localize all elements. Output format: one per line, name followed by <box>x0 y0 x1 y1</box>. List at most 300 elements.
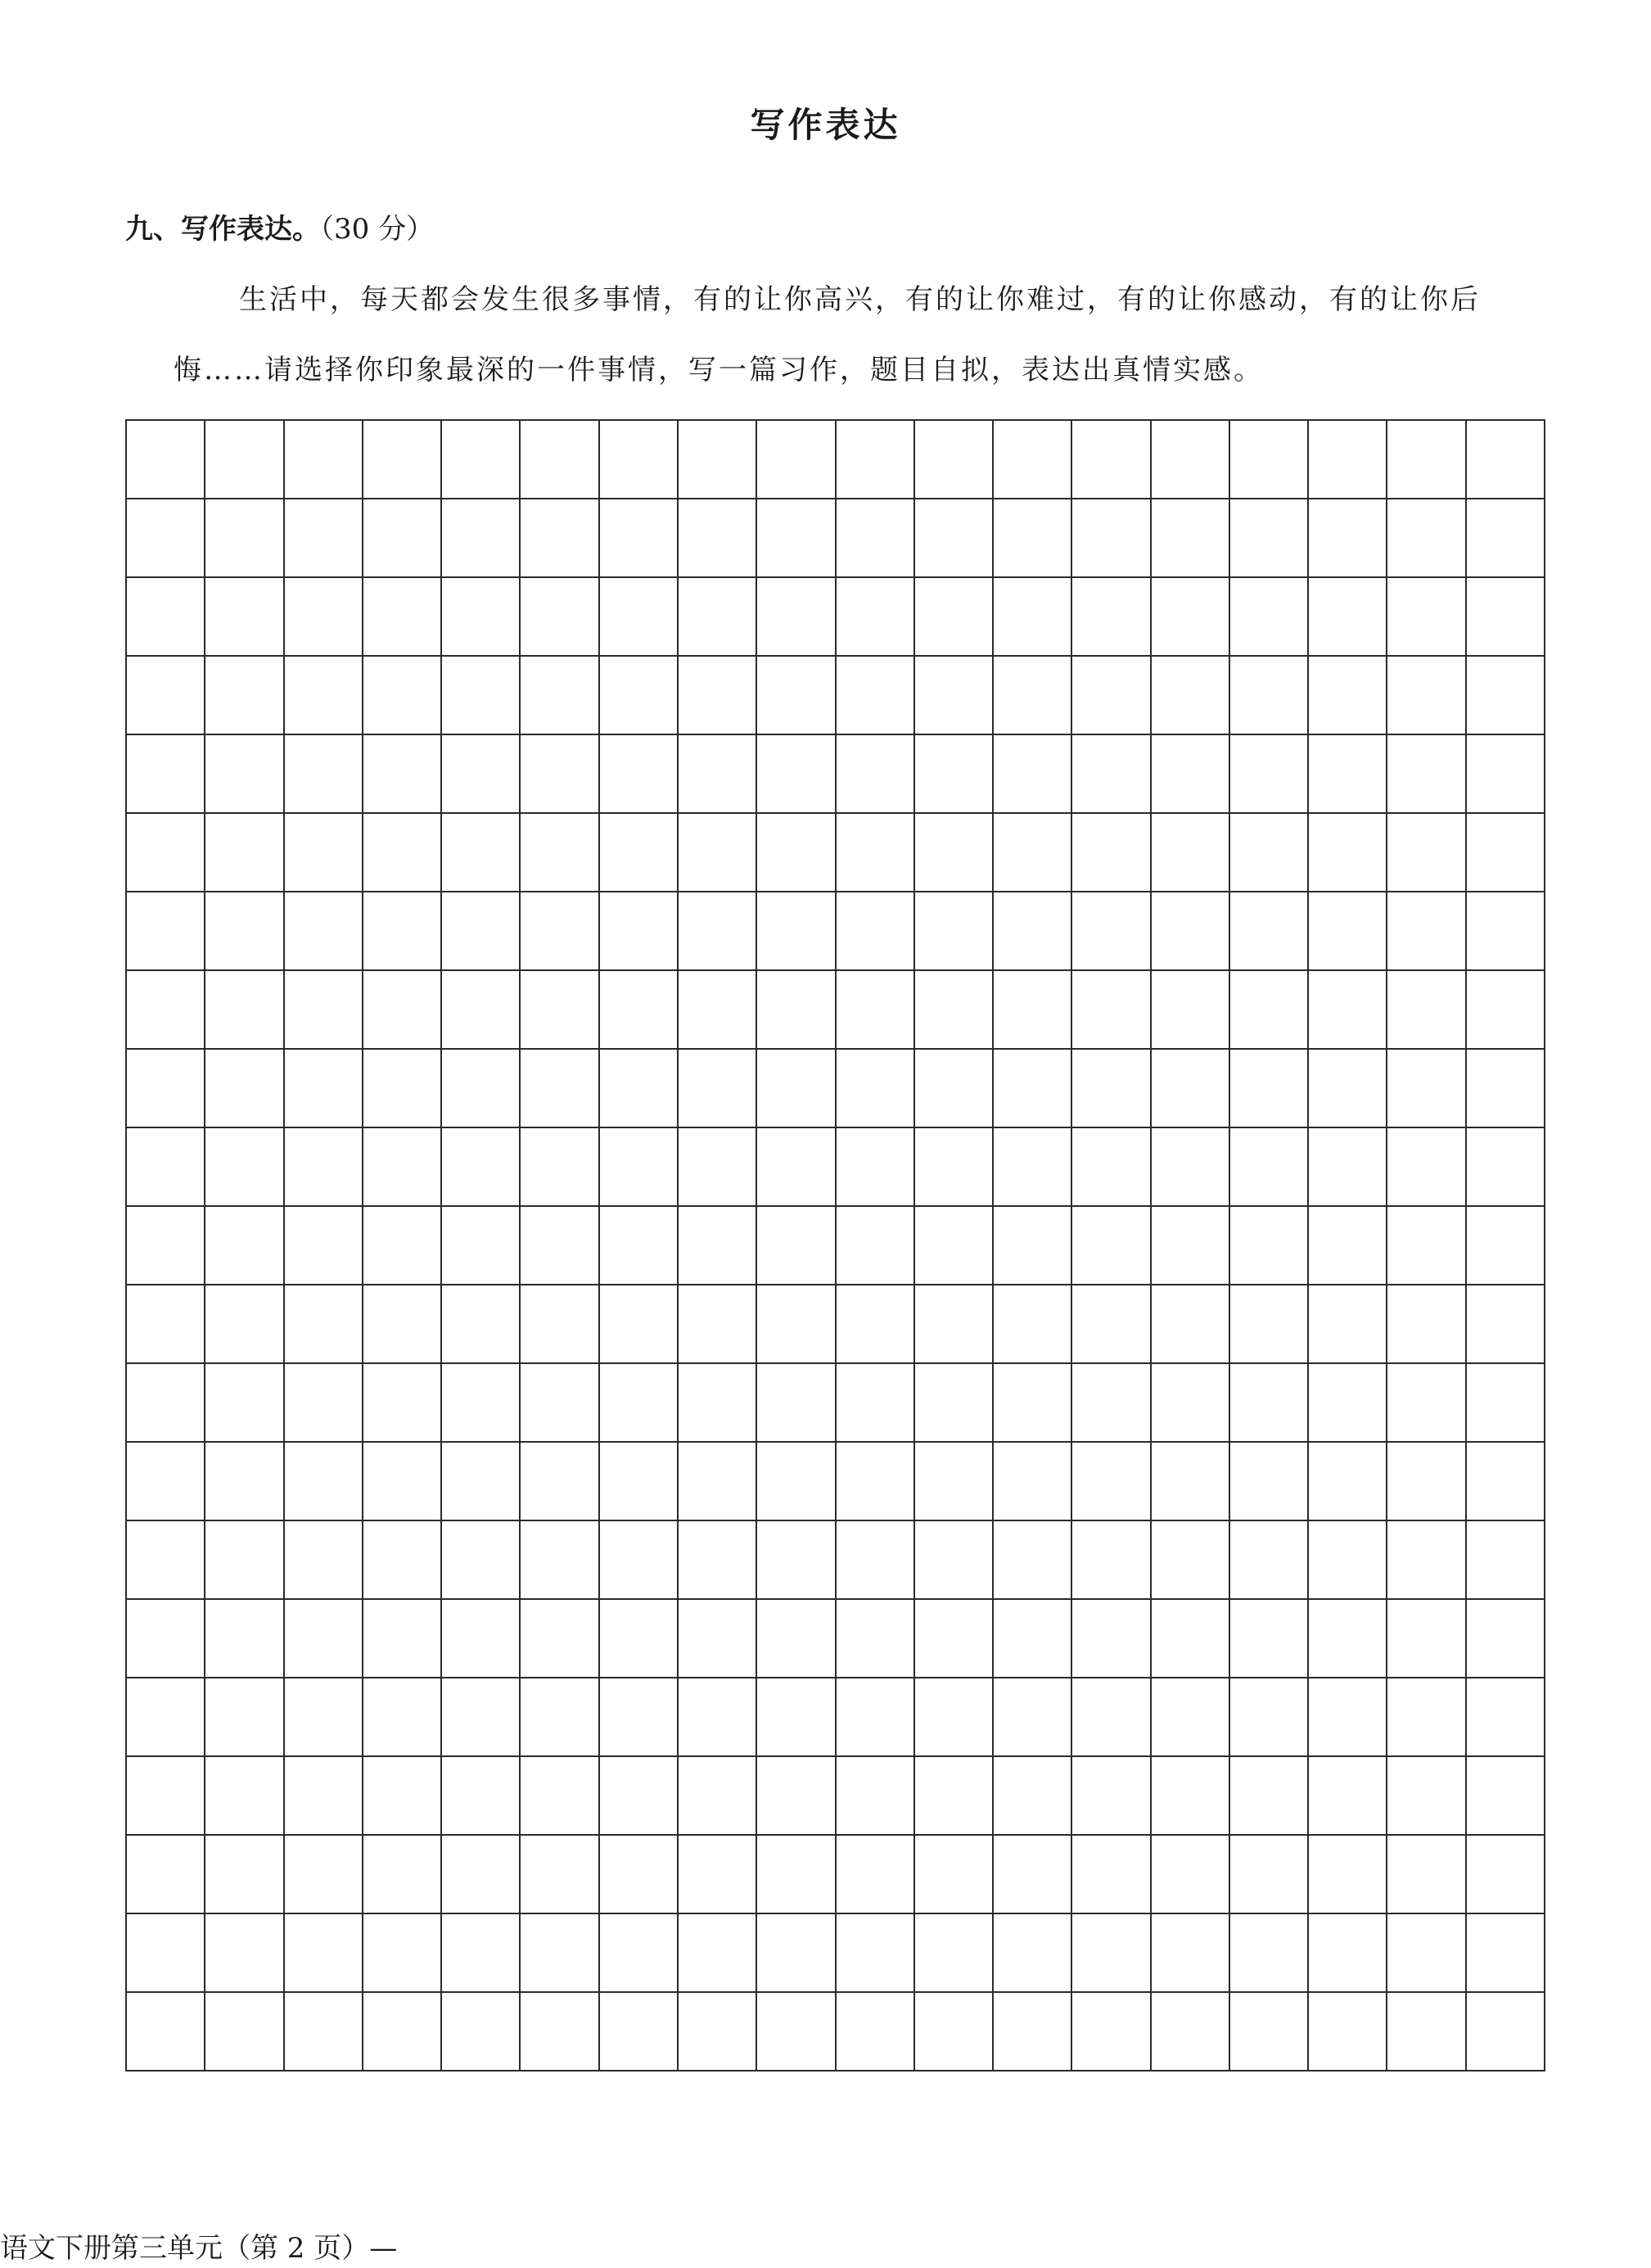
grid-cell[interactable] <box>205 1128 284 1207</box>
grid-cell[interactable] <box>285 578 363 657</box>
grid-cell[interactable] <box>521 1128 599 1207</box>
grid-cell[interactable] <box>915 578 994 657</box>
grid-cell[interactable] <box>915 1836 994 1914</box>
grid-cell[interactable] <box>1467 1757 1545 1836</box>
grid-cell[interactable] <box>837 1914 915 1993</box>
grid-cell[interactable] <box>442 1521 521 1600</box>
grid-cell[interactable] <box>205 1836 284 1914</box>
grid-cell[interactable] <box>1309 657 1387 735</box>
grid-cell[interactable] <box>285 1207 363 1285</box>
grid-cell[interactable] <box>363 1207 442 1285</box>
grid-cell[interactable] <box>1387 499 1466 578</box>
grid-cell[interactable] <box>521 1836 599 1914</box>
grid-cell[interactable] <box>1152 1521 1230 1600</box>
grid-cell[interactable] <box>915 1993 994 2071</box>
grid-cell[interactable] <box>600 421 679 499</box>
grid-cell[interactable] <box>679 1600 757 1678</box>
grid-cell[interactable] <box>600 1521 679 1600</box>
grid-cell[interactable] <box>205 814 284 892</box>
grid-cell[interactable] <box>600 1050 679 1128</box>
grid-cell[interactable] <box>915 1050 994 1128</box>
grid-cell[interactable] <box>1309 814 1387 892</box>
grid-cell[interactable] <box>837 421 915 499</box>
grid-cell[interactable] <box>363 1285 442 1364</box>
grid-cell[interactable] <box>915 1285 994 1364</box>
grid-cell[interactable] <box>1467 1285 1545 1364</box>
grid-cell[interactable] <box>285 499 363 578</box>
grid-cell[interactable] <box>1072 1443 1151 1521</box>
grid-cell[interactable] <box>757 1993 836 2071</box>
grid-cell[interactable] <box>1072 1521 1151 1600</box>
grid-cell[interactable] <box>837 578 915 657</box>
grid-cell[interactable] <box>679 1128 757 1207</box>
grid-cell[interactable] <box>600 1678 679 1757</box>
grid-cell[interactable] <box>1152 1993 1230 2071</box>
grid-cell[interactable] <box>363 1993 442 2071</box>
grid-cell[interactable] <box>127 1836 205 1914</box>
grid-cell[interactable] <box>1072 499 1151 578</box>
grid-cell[interactable] <box>837 735 915 814</box>
grid-cell[interactable] <box>1152 578 1230 657</box>
grid-cell[interactable] <box>363 1914 442 1993</box>
grid-cell[interactable] <box>1072 1128 1151 1207</box>
grid-cell[interactable] <box>1467 892 1545 971</box>
grid-cell[interactable] <box>1309 1993 1387 2071</box>
grid-cell[interactable] <box>127 1128 205 1207</box>
grid-cell[interactable] <box>1230 421 1309 499</box>
grid-cell[interactable] <box>442 421 521 499</box>
grid-cell[interactable] <box>757 892 836 971</box>
grid-cell[interactable] <box>1152 499 1230 578</box>
grid-cell[interactable] <box>994 1600 1072 1678</box>
grid-cell[interactable] <box>127 1993 205 2071</box>
grid-cell[interactable] <box>363 971 442 1050</box>
grid-cell[interactable] <box>1072 735 1151 814</box>
grid-cell[interactable] <box>285 814 363 892</box>
grid-cell[interactable] <box>1072 1836 1151 1914</box>
grid-cell[interactable] <box>1230 1128 1309 1207</box>
grid-cell[interactable] <box>1387 1914 1466 1993</box>
grid-cell[interactable] <box>285 1993 363 2071</box>
grid-cell[interactable] <box>521 814 599 892</box>
grid-cell[interactable] <box>442 892 521 971</box>
grid-cell[interactable] <box>1309 892 1387 971</box>
grid-cell[interactable] <box>1387 421 1466 499</box>
grid-cell[interactable] <box>600 1364 679 1443</box>
grid-cell[interactable] <box>1387 1678 1466 1757</box>
grid-cell[interactable] <box>757 1128 836 1207</box>
grid-cell[interactable] <box>1387 1050 1466 1128</box>
grid-cell[interactable] <box>442 1678 521 1757</box>
grid-cell[interactable] <box>1230 814 1309 892</box>
grid-cell[interactable] <box>285 971 363 1050</box>
grid-cell[interactable] <box>600 1443 679 1521</box>
grid-cell[interactable] <box>127 735 205 814</box>
grid-cell[interactable] <box>837 1443 915 1521</box>
grid-cell[interactable] <box>127 578 205 657</box>
grid-cell[interactable] <box>757 971 836 1050</box>
grid-cell[interactable] <box>757 499 836 578</box>
grid-cell[interactable] <box>1387 1600 1466 1678</box>
grid-cell[interactable] <box>442 971 521 1050</box>
grid-cell[interactable] <box>521 657 599 735</box>
grid-cell[interactable] <box>127 1914 205 1993</box>
grid-cell[interactable] <box>205 1050 284 1128</box>
grid-cell[interactable] <box>1387 814 1466 892</box>
grid-cell[interactable] <box>442 1207 521 1285</box>
grid-cell[interactable] <box>994 1836 1072 1914</box>
grid-cell[interactable] <box>1152 1836 1230 1914</box>
grid-cell[interactable] <box>837 1050 915 1128</box>
grid-cell[interactable] <box>363 1364 442 1443</box>
grid-cell[interactable] <box>994 1914 1072 1993</box>
grid-cell[interactable] <box>1309 1207 1387 1285</box>
grid-cell[interactable] <box>679 1914 757 1993</box>
grid-cell[interactable] <box>1152 735 1230 814</box>
grid-cell[interactable] <box>205 1678 284 1757</box>
grid-cell[interactable] <box>600 971 679 1050</box>
grid-cell[interactable] <box>363 1521 442 1600</box>
grid-cell[interactable] <box>1309 499 1387 578</box>
grid-cell[interactable] <box>521 1443 599 1521</box>
grid-cell[interactable] <box>205 735 284 814</box>
grid-cell[interactable] <box>757 1207 836 1285</box>
grid-cell[interactable] <box>127 1364 205 1443</box>
grid-cell[interactable] <box>285 1128 363 1207</box>
grid-cell[interactable] <box>1230 1600 1309 1678</box>
grid-cell[interactable] <box>205 1521 284 1600</box>
grid-cell[interactable] <box>521 1285 599 1364</box>
grid-cell[interactable] <box>1230 1914 1309 1993</box>
grid-cell[interactable] <box>127 1521 205 1600</box>
grid-cell[interactable] <box>1467 735 1545 814</box>
grid-cell[interactable] <box>1072 1050 1151 1128</box>
grid-cell[interactable] <box>1309 1364 1387 1443</box>
grid-cell[interactable] <box>1387 1757 1466 1836</box>
grid-cell[interactable] <box>205 421 284 499</box>
grid-cell[interactable] <box>837 971 915 1050</box>
grid-cell[interactable] <box>837 1757 915 1836</box>
grid-cell[interactable] <box>994 421 1072 499</box>
grid-cell[interactable] <box>442 657 521 735</box>
grid-cell[interactable] <box>757 1914 836 1993</box>
grid-cell[interactable] <box>600 1993 679 2071</box>
grid-cell[interactable] <box>915 1128 994 1207</box>
grid-cell[interactable] <box>679 1678 757 1757</box>
grid-cell[interactable] <box>363 735 442 814</box>
grid-cell[interactable] <box>363 1836 442 1914</box>
grid-cell[interactable] <box>1230 1364 1309 1443</box>
grid-cell[interactable] <box>600 1285 679 1364</box>
grid-cell[interactable] <box>837 1521 915 1600</box>
grid-cell[interactable] <box>679 1207 757 1285</box>
grid-cell[interactable] <box>521 578 599 657</box>
grid-cell[interactable] <box>205 578 284 657</box>
grid-cell[interactable] <box>521 1993 599 2071</box>
grid-cell[interactable] <box>285 1678 363 1757</box>
grid-cell[interactable] <box>521 1207 599 1285</box>
grid-cell[interactable] <box>1152 1914 1230 1993</box>
grid-cell[interactable] <box>1152 421 1230 499</box>
grid-cell[interactable] <box>1467 421 1545 499</box>
grid-cell[interactable] <box>679 814 757 892</box>
grid-cell[interactable] <box>1309 971 1387 1050</box>
grid-cell[interactable] <box>837 1207 915 1285</box>
grid-cell[interactable] <box>127 1757 205 1836</box>
grid-cell[interactable] <box>363 421 442 499</box>
grid-cell[interactable] <box>1309 1285 1387 1364</box>
grid-cell[interactable] <box>1230 1285 1309 1364</box>
grid-cell[interactable] <box>1230 735 1309 814</box>
grid-cell[interactable] <box>127 1050 205 1128</box>
grid-cell[interactable] <box>1387 1443 1466 1521</box>
grid-cell[interactable] <box>757 1836 836 1914</box>
grid-cell[interactable] <box>1387 892 1466 971</box>
grid-cell[interactable] <box>521 1678 599 1757</box>
grid-cell[interactable] <box>205 1207 284 1285</box>
grid-cell[interactable] <box>1152 1364 1230 1443</box>
grid-cell[interactable] <box>1309 1757 1387 1836</box>
grid-cell[interactable] <box>915 657 994 735</box>
grid-cell[interactable] <box>915 971 994 1050</box>
grid-cell[interactable] <box>205 1914 284 1993</box>
grid-cell[interactable] <box>679 1993 757 2071</box>
grid-cell[interactable] <box>600 1128 679 1207</box>
grid-cell[interactable] <box>679 1050 757 1128</box>
grid-cell[interactable] <box>1230 1207 1309 1285</box>
grid-cell[interactable] <box>1072 1285 1151 1364</box>
grid-cell[interactable] <box>442 578 521 657</box>
grid-cell[interactable] <box>442 1836 521 1914</box>
grid-cell[interactable] <box>285 1443 363 1521</box>
grid-cell[interactable] <box>600 1836 679 1914</box>
grid-cell[interactable] <box>600 1914 679 1993</box>
grid-cell[interactable] <box>915 1364 994 1443</box>
grid-cell[interactable] <box>1387 1207 1466 1285</box>
grid-cell[interactable] <box>1072 1993 1151 2071</box>
grid-cell[interactable] <box>1467 1050 1545 1128</box>
grid-cell[interactable] <box>285 421 363 499</box>
grid-cell[interactable] <box>1309 1050 1387 1128</box>
grid-cell[interactable] <box>1152 971 1230 1050</box>
grid-cell[interactable] <box>1309 1678 1387 1757</box>
grid-cell[interactable] <box>442 814 521 892</box>
grid-cell[interactable] <box>1467 1364 1545 1443</box>
grid-cell[interactable] <box>1230 1443 1309 1521</box>
grid-cell[interactable] <box>837 814 915 892</box>
grid-cell[interactable] <box>600 499 679 578</box>
grid-cell[interactable] <box>1230 1678 1309 1757</box>
grid-cell[interactable] <box>285 1600 363 1678</box>
grid-cell[interactable] <box>521 1757 599 1836</box>
grid-cell[interactable] <box>915 1207 994 1285</box>
grid-cell[interactable] <box>1072 421 1151 499</box>
grid-cell[interactable] <box>994 1993 1072 2071</box>
grid-cell[interactable] <box>1309 1914 1387 1993</box>
grid-cell[interactable] <box>1072 1678 1151 1757</box>
grid-cell[interactable] <box>994 1521 1072 1600</box>
grid-cell[interactable] <box>994 1364 1072 1443</box>
grid-cell[interactable] <box>1309 1836 1387 1914</box>
grid-cell[interactable] <box>837 892 915 971</box>
grid-cell[interactable] <box>521 1600 599 1678</box>
grid-cell[interactable] <box>1387 1521 1466 1600</box>
grid-cell[interactable] <box>837 1993 915 2071</box>
grid-cell[interactable] <box>521 421 599 499</box>
grid-cell[interactable] <box>363 892 442 971</box>
grid-cell[interactable] <box>915 814 994 892</box>
grid-cell[interactable] <box>679 421 757 499</box>
grid-cell[interactable] <box>1230 1836 1309 1914</box>
grid-cell[interactable] <box>205 499 284 578</box>
grid-cell[interactable] <box>521 1050 599 1128</box>
grid-cell[interactable] <box>679 1364 757 1443</box>
grid-cell[interactable] <box>915 499 994 578</box>
grid-cell[interactable] <box>363 499 442 578</box>
grid-cell[interactable] <box>285 1914 363 1993</box>
grid-cell[interactable] <box>127 657 205 735</box>
grid-cell[interactable] <box>442 1050 521 1128</box>
grid-cell[interactable] <box>757 1050 836 1128</box>
grid-cell[interactable] <box>915 1521 994 1600</box>
grid-cell[interactable] <box>127 421 205 499</box>
grid-cell[interactable] <box>1387 1836 1466 1914</box>
grid-cell[interactable] <box>757 1364 836 1443</box>
grid-cell[interactable] <box>679 578 757 657</box>
grid-cell[interactable] <box>1387 735 1466 814</box>
grid-cell[interactable] <box>679 1836 757 1914</box>
grid-cell[interactable] <box>1230 1757 1309 1836</box>
grid-cell[interactable] <box>285 1757 363 1836</box>
grid-cell[interactable] <box>521 1914 599 1993</box>
grid-cell[interactable] <box>1467 814 1545 892</box>
grid-cell[interactable] <box>1309 421 1387 499</box>
grid-cell[interactable] <box>994 1050 1072 1128</box>
grid-cell[interactable] <box>1467 578 1545 657</box>
grid-cell[interactable] <box>1467 499 1545 578</box>
grid-cell[interactable] <box>1072 892 1151 971</box>
grid-cell[interactable] <box>363 814 442 892</box>
grid-cell[interactable] <box>1467 971 1545 1050</box>
grid-cell[interactable] <box>285 735 363 814</box>
grid-cell[interactable] <box>442 1364 521 1443</box>
grid-cell[interactable] <box>679 735 757 814</box>
grid-cell[interactable] <box>915 735 994 814</box>
grid-cell[interactable] <box>994 578 1072 657</box>
grid-cell[interactable] <box>837 1364 915 1443</box>
grid-cell[interactable] <box>600 1207 679 1285</box>
grid-cell[interactable] <box>127 1285 205 1364</box>
grid-cell[interactable] <box>1467 1443 1545 1521</box>
grid-cell[interactable] <box>1152 1678 1230 1757</box>
grid-cell[interactable] <box>205 971 284 1050</box>
grid-cell[interactable] <box>521 1364 599 1443</box>
grid-cell[interactable] <box>205 657 284 735</box>
grid-cell[interactable] <box>1309 1443 1387 1521</box>
grid-cell[interactable] <box>127 1678 205 1757</box>
grid-cell[interactable] <box>757 1757 836 1836</box>
grid-cell[interactable] <box>994 1128 1072 1207</box>
grid-cell[interactable] <box>127 1443 205 1521</box>
grid-cell[interactable] <box>285 1050 363 1128</box>
grid-cell[interactable] <box>837 1128 915 1207</box>
grid-cell[interactable] <box>837 657 915 735</box>
grid-cell[interactable] <box>994 971 1072 1050</box>
grid-cell[interactable] <box>994 892 1072 971</box>
grid-cell[interactable] <box>994 814 1072 892</box>
grid-cell[interactable] <box>205 1443 284 1521</box>
grid-cell[interactable] <box>837 1600 915 1678</box>
grid-cell[interactable] <box>1072 971 1151 1050</box>
grid-cell[interactable] <box>994 1443 1072 1521</box>
grid-cell[interactable] <box>837 1836 915 1914</box>
grid-cell[interactable] <box>1309 1128 1387 1207</box>
grid-cell[interactable] <box>1467 1128 1545 1207</box>
grid-cell[interactable] <box>363 1600 442 1678</box>
grid-cell[interactable] <box>1467 1207 1545 1285</box>
grid-cell[interactable] <box>994 1678 1072 1757</box>
grid-cell[interactable] <box>757 1521 836 1600</box>
grid-cell[interactable] <box>442 1757 521 1836</box>
grid-cell[interactable] <box>127 499 205 578</box>
grid-cell[interactable] <box>600 735 679 814</box>
grid-cell[interactable] <box>442 1600 521 1678</box>
grid-cell[interactable] <box>363 657 442 735</box>
grid-cell[interactable] <box>1152 1443 1230 1521</box>
grid-cell[interactable] <box>285 1836 363 1914</box>
grid-cell[interactable] <box>1230 578 1309 657</box>
grid-cell[interactable] <box>1072 1914 1151 1993</box>
writing-grid[interactable] <box>125 419 1545 2071</box>
grid-cell[interactable] <box>1387 1285 1466 1364</box>
grid-cell[interactable] <box>1309 735 1387 814</box>
grid-cell[interactable] <box>442 735 521 814</box>
grid-cell[interactable] <box>1467 657 1545 735</box>
grid-cell[interactable] <box>1467 1678 1545 1757</box>
grid-cell[interactable] <box>837 499 915 578</box>
grid-cell[interactable] <box>757 814 836 892</box>
grid-cell[interactable] <box>994 1285 1072 1364</box>
grid-cell[interactable] <box>837 1285 915 1364</box>
grid-cell[interactable] <box>1387 1993 1466 2071</box>
grid-cell[interactable] <box>205 1285 284 1364</box>
grid-cell[interactable] <box>915 1600 994 1678</box>
grid-cell[interactable] <box>1152 657 1230 735</box>
grid-cell[interactable] <box>915 1443 994 1521</box>
grid-cell[interactable] <box>1230 971 1309 1050</box>
grid-cell[interactable] <box>442 1443 521 1521</box>
grid-cell[interactable] <box>205 1757 284 1836</box>
grid-cell[interactable] <box>1309 1521 1387 1600</box>
grid-cell[interactable] <box>127 1600 205 1678</box>
grid-cell[interactable] <box>1072 814 1151 892</box>
grid-cell[interactable] <box>1072 1364 1151 1443</box>
grid-cell[interactable] <box>1387 1364 1466 1443</box>
grid-cell[interactable] <box>1230 1521 1309 1600</box>
grid-cell[interactable] <box>363 1050 442 1128</box>
grid-cell[interactable] <box>127 814 205 892</box>
grid-cell[interactable] <box>1230 892 1309 971</box>
grid-cell[interactable] <box>363 578 442 657</box>
grid-cell[interactable] <box>994 657 1072 735</box>
grid-cell[interactable] <box>757 657 836 735</box>
grid-cell[interactable] <box>1467 1521 1545 1600</box>
grid-cell[interactable] <box>1467 1993 1545 2071</box>
grid-cell[interactable] <box>679 1443 757 1521</box>
grid-cell[interactable] <box>521 971 599 1050</box>
grid-cell[interactable] <box>757 578 836 657</box>
grid-cell[interactable] <box>285 892 363 971</box>
